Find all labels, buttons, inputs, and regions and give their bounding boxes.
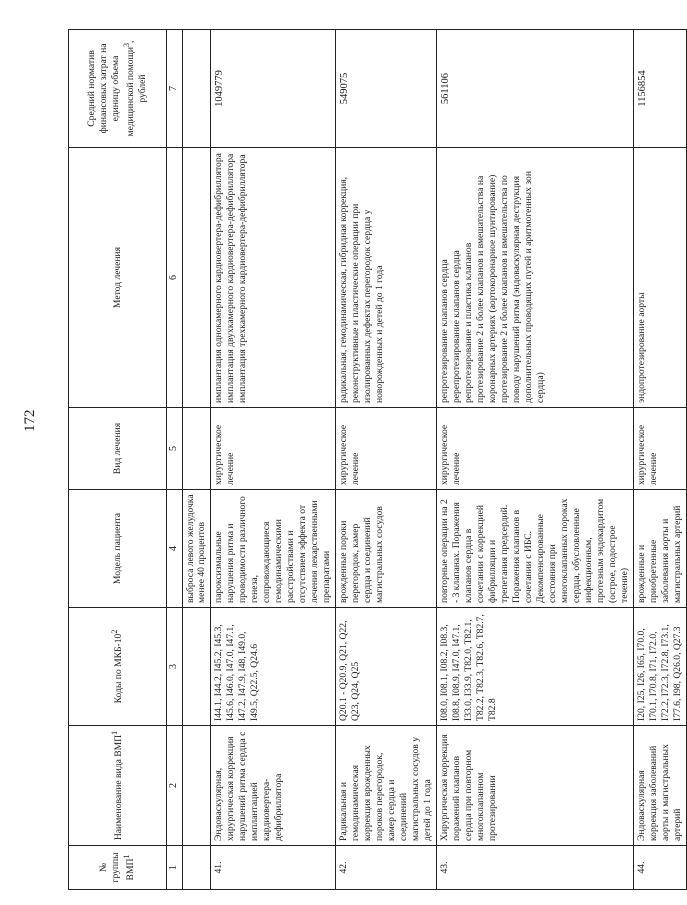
row-kind: хирургическое лечение — [437, 408, 634, 490]
header-method: Метод лечения — [69, 148, 167, 408]
row-model: пароксизмальные нарушения ритма и проводимости различного генеза, сопровождающиеся гемодинамическими расстройствами и отсутствием эффекта от лечения лекарственными препаратами — [211, 490, 336, 608]
row-codes: Q20.1 - Q20.9, Q21, Q22, Q23, Q24, Q25 — [336, 608, 437, 726]
table-row — [633, 30, 686, 890]
row-codes: I44.1, I44.2, I45.2, I45.3, I45.6, I46.0, I47.0, I47.1, I47.2, I47.9, I48, I49.0, I49.5, Q22.5, Q24.6 — [211, 608, 336, 726]
column-number: 5 — [167, 408, 183, 490]
row-group: 43. — [437, 846, 634, 890]
rotated-table-container — [68, 30, 683, 890]
row-group: 44. — [633, 846, 686, 890]
column-number-row — [167, 30, 183, 890]
page-number: 172 — [22, 409, 38, 432]
row-codes: I08.0, I08.1, I08.2, I08.3, I08.8, I08.9, I47.0, I47.1, I33.0, I33.9, T82.0, T82.1, T82.2, T82.3, T82.6, T82.7, T82.8 — [437, 608, 634, 726]
vmp-table — [68, 29, 687, 890]
row-name: Эндоваскулярная коррекция заболеваний аорты и магистральных артерий — [633, 726, 686, 846]
row-kind: хирургическое лечение — [633, 408, 686, 490]
column-number: 3 — [167, 608, 183, 726]
row-model: врожденные и приобретенные заболевания аорты и магистральных артерий — [633, 490, 686, 608]
table-row — [336, 30, 437, 890]
continuation-row — [182, 30, 211, 890]
row-model: повторные операции на 2 - 3 клапанах. Поражения клапанов сердца в сочетании с коррекцией фибрилляции и трепетания предсердий. Поражения клапанов в сочетании с ИБС. Декомпенсированные состояния при многоклапанных пороках сердца, обусловленные инфекционным, протезным эндокардитом (острое, подострое течение) — [437, 490, 634, 608]
row-codes: I20, I25, I26, I65, I70.0, I70.1, I70.8, I71, I72.0, I72.2, I72.3, I72.8, I73.1, I77.6, I98, Q26.0, Q27.3 — [633, 608, 686, 726]
row-model: врожденные пороки перегородок, камер сердца и соединений магистральных сосудов — [336, 490, 437, 608]
row-kind: хирургическое лечение — [211, 408, 336, 490]
column-number: 1 — [167, 846, 183, 890]
row-cost: 1156854 — [633, 30, 686, 148]
row-method: радикальная, гемодинамическая, гибридная коррекция, реконструктивные и пластические операции при изолированных дефектах перегородок сердца у новорожденных и детей до 1 года — [336, 148, 437, 408]
column-number: 4 — [167, 490, 183, 608]
row-cost: 1049779 — [211, 30, 336, 148]
header-name: Наименование вида ВМП$^1$ — [69, 726, 167, 846]
row-name: Радикальная и гемодинамическая коррекция врожденных пороков перегородок, камер сердца и соединений магистральных сосудов у детей до 1 года — [336, 726, 437, 846]
header-cost: Средний норматив финансовых затрат на единицу объема медицинской помощи$^3$, рублей — [69, 30, 167, 148]
column-number: 7 — [167, 30, 183, 148]
column-number: 6 — [167, 148, 183, 408]
table-row — [211, 30, 336, 890]
header-codes: Коды по МКБ-$10^2$ — [69, 608, 167, 726]
row-group: 41. — [211, 846, 336, 890]
table-row — [437, 30, 634, 890]
column-number: 2 — [167, 726, 183, 846]
row-method: эндопротезирование аорты — [633, 148, 686, 408]
row-kind: хирургическое лечение — [336, 408, 437, 490]
header-kind: Вид лечения — [69, 408, 167, 490]
header-row — [69, 30, 167, 890]
row-group: 42. — [336, 846, 437, 890]
header-group: № группы ВМП$^1$ — [69, 846, 167, 890]
row-cost: 561106 — [437, 30, 634, 148]
continuation-model: выброса левого желудочка менее 40 процентов — [182, 490, 211, 608]
row-name: Эндоваскулярная, хирургическая коррекция нарушений ритма сердца с имплантацией кардиовертера-дефибриллятора — [211, 726, 336, 846]
row-name: Хирургическая коррекция поражений клапанов сердца при повторном многоклапанном протезировании — [437, 726, 634, 846]
header-model: Модель пациента — [69, 490, 167, 608]
row-cost: 549075 — [336, 30, 437, 148]
row-method: репротезирование клапанов сердца ререпротезирование клапанов сердца репротезирование и пластика клапанов протезирование 2 и более клапанов и вмешательства на коронарных артериях (аортокоронарное шунтирование) протезирование 2 и более клапанов и вмешательства по поводу нарушений ритма (эндоваскулярная деструкция дополнительных проводящих путей и аритмогенных зон сердца) — [437, 148, 634, 408]
row-method: имплантация однокамерного кардиовертера-дефибриллятора имплантация двухкамерного кардиовертера-дефибриллятора имплантация трехкамерного кардиовертера-дефибриллятора — [211, 148, 336, 408]
